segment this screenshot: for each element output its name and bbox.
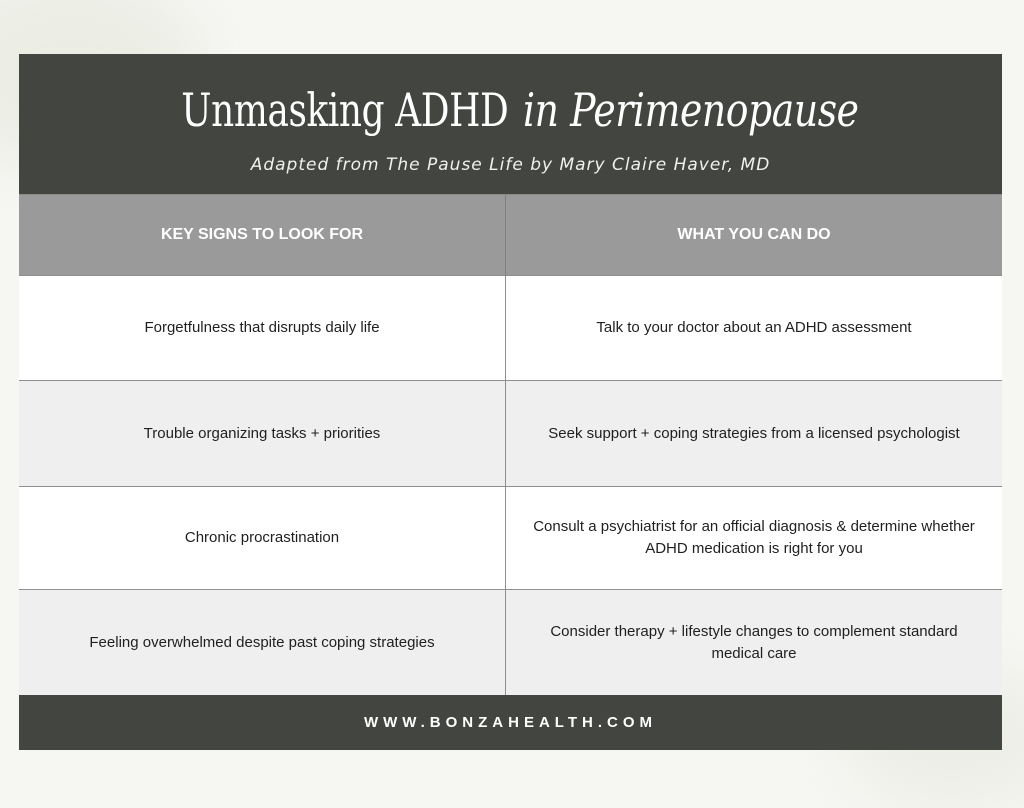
page-title	[19, 80, 1002, 140]
header-band	[19, 54, 1002, 194]
table-cell-action-3: Consult a psychiatrist for an official diagnosis & determine whether ADHD medication is right for you	[506, 486, 1002, 589]
footer-website-url: WWW.BONZAHEALTH.COM	[363, 714, 658, 731]
title-italic: in Perimenopause	[522, 83, 859, 137]
table-cell-action-2: Seek support + coping strategies from a licensed psychologist	[506, 380, 1002, 486]
table-cell-sign-3: Chronic procrastination	[19, 486, 506, 589]
table-cell-sign-4: Feeling overwhelmed despite past coping strategies	[19, 589, 506, 695]
table-cell-action-1: Talk to your doctor about an ADHD assessment	[506, 275, 1002, 380]
table-cell-action-4: Consider therapy + lifestyle changes to complement standard medical care	[506, 589, 1002, 695]
column-header-what-you-can-do: WHAT YOU CAN DO	[506, 194, 1002, 275]
column-header-key-signs: KEY SIGNS TO LOOK FOR	[19, 194, 506, 275]
subtitle: Adapted from The Pause Life by Mary Claire Haver, MD	[250, 155, 771, 175]
table-cell-sign-2: Trouble organizing tasks + priorities	[19, 380, 506, 486]
footer-band	[19, 695, 1002, 750]
title-main: Unmasking ADHD	[181, 83, 509, 137]
adhd-table-card	[19, 54, 1002, 750]
table-cell-sign-1: Forgetfulness that disrupts daily life	[19, 275, 506, 380]
